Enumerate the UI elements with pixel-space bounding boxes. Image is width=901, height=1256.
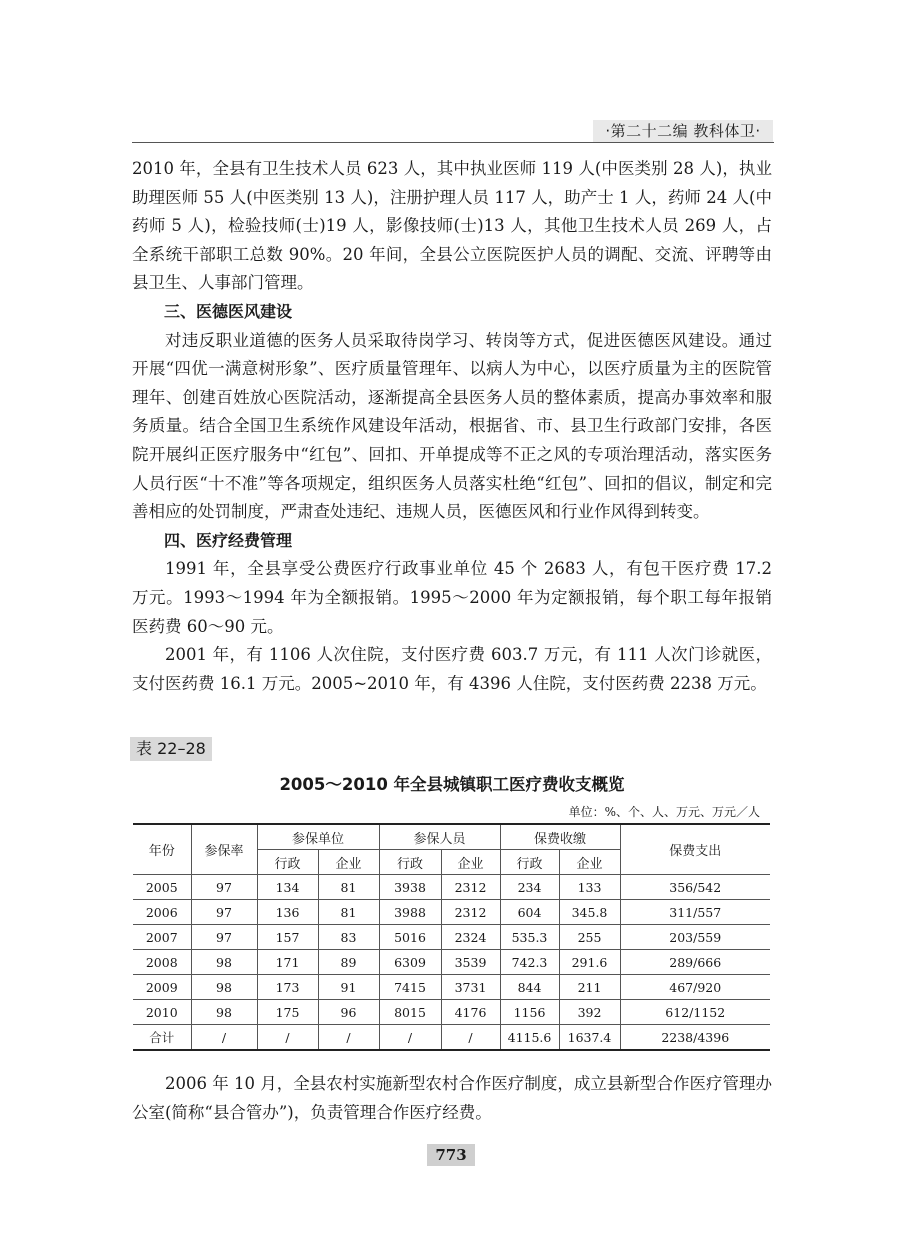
header-persons-admin: 行政 xyxy=(379,850,441,875)
header-income: 保费收缴 xyxy=(500,824,620,850)
paragraph-ethics: 对违反职业道德的医务人员采取待岗学习、转岗等方式，促进医德医风建设。通过开展“四优一满意树形象”、医疗质量管理年、以病人为中心，以医疗质量为主的医院管理年、创建百姓放心医院活动，逐渐提高全县医务人员的整体素质，提高办事效率和服务质量。结合全国卫生系统作风建设年活动，根据省、市、县卫生行政部门安排，各医院开展纠正医疗服务中“红包”、回扣、开单提成等不正之风的专项治理活动，落实医务人员行医“十不准”等各项规定，组织医务人员落实杜绝“红包”、回扣的倡议，制定和完善相应的处罚制度，严肃查处违纪、违规人员，医德医风和行业作风得到转变。 xyxy=(132,330,772,522)
table-row xyxy=(133,1000,770,1025)
table-cell: 2312 xyxy=(441,875,500,900)
table-cell: 392 xyxy=(559,1000,620,1025)
paragraph-staffing: 2010 年，全县有卫生技术人员 623 人，其中执业医师 119 人(中医类别 28 人)，执业助理医师 55 人(中医类别 13 人)，注册护理人员 117 人，助产士 1 人，药师 24 人(中药师 5 人)，检验技师(士)19 人，影像技师(士)13 人，其他卫生技术人员 269 人，占全系统干部职工总数 90%。20 年间，全县公立医院医护人员的调配、交流、评聘等由县卫生、人事部门管理。 xyxy=(132,159,772,293)
table-cell: 3539 xyxy=(441,950,500,975)
table-cell: 89 xyxy=(318,950,379,975)
table-cell: 8015 xyxy=(379,1000,441,1025)
header-year: 年份 xyxy=(133,824,191,875)
table-row xyxy=(133,925,770,950)
paragraph-funding-2001: 2001 年，有 1106 人次住院，支付医疗费 603.7 万元，有 111 人次门诊就医，支付医药费 16.1 万元。2005~2010 年，有 4396 人住院，支付医药费 2238 万元。 xyxy=(132,645,772,693)
header-income-enterprise: 企业 xyxy=(559,850,620,875)
table-cell: 3731 xyxy=(441,975,500,1000)
table-cell: 81 xyxy=(318,900,379,925)
table-row xyxy=(133,950,770,975)
header-persons-enterprise: 企业 xyxy=(441,850,500,875)
table-cell: 7415 xyxy=(379,975,441,1000)
table-cell: 157 xyxy=(257,925,318,950)
table-cell: 6309 xyxy=(379,950,441,975)
table-cell: 4115.6 xyxy=(500,1025,559,1051)
table-row xyxy=(133,1025,770,1051)
header-income-admin: 行政 xyxy=(500,850,559,875)
table-cell: 234 xyxy=(500,875,559,900)
table-cell: 742.3 xyxy=(500,950,559,975)
table-cell: / xyxy=(257,1025,318,1051)
header-expense: 保费支出 xyxy=(620,824,770,875)
table-cell: / xyxy=(441,1025,500,1051)
table-cell: 604 xyxy=(500,900,559,925)
table-cell: 175 xyxy=(257,1000,318,1025)
table-cell: 2006 xyxy=(133,900,191,925)
table-cell: 211 xyxy=(559,975,620,1000)
table-cell: 2005 xyxy=(133,875,191,900)
table-cell: 2009 xyxy=(133,975,191,1000)
table-cell: 5016 xyxy=(379,925,441,950)
header-rule xyxy=(132,142,774,143)
table-cell: / xyxy=(191,1025,257,1051)
table-cell: 97 xyxy=(191,900,257,925)
table-cell: 345.8 xyxy=(559,900,620,925)
section-heading-funding: 四、医疗经费管理 xyxy=(164,530,293,550)
table-cell: 1637.4 xyxy=(559,1025,620,1051)
table-cell: 289/666 xyxy=(620,950,770,975)
header-units: 参保单位 xyxy=(257,824,379,850)
table-cell: 98 xyxy=(191,1000,257,1025)
table-cell: 136 xyxy=(257,900,318,925)
table-row xyxy=(133,875,770,900)
table-cell: 134 xyxy=(257,875,318,900)
table-cell: 467/920 xyxy=(620,975,770,1000)
table-cell: 4176 xyxy=(441,1000,500,1025)
table-cell: 2238/4396 xyxy=(620,1025,770,1051)
table-cell: 2008 xyxy=(133,950,191,975)
table-cell: 3988 xyxy=(379,900,441,925)
paragraph-rural-coop: 2006 年 10 月，全县农村实施新型农村合作医疗制度，成立县新型合作医疗管理办公室(简称“县合管办”)，负责管理合作医疗经费。 xyxy=(132,1074,772,1122)
header-units-enterprise: 企业 xyxy=(318,850,379,875)
table-cell: 171 xyxy=(257,950,318,975)
table-cell: 2312 xyxy=(441,900,500,925)
table-cell: 356/542 xyxy=(620,875,770,900)
medical-fee-table xyxy=(133,823,770,1051)
table-cell: 535.3 xyxy=(500,925,559,950)
table-cell: 173 xyxy=(257,975,318,1000)
table-cell: 311/557 xyxy=(620,900,770,925)
table-cell: 98 xyxy=(191,950,257,975)
table-row xyxy=(133,900,770,925)
table-cell: / xyxy=(379,1025,441,1051)
table-cell: 844 xyxy=(500,975,559,1000)
table-cell: 291.6 xyxy=(559,950,620,975)
table-cell: 612/1152 xyxy=(620,1000,770,1025)
table-cell: 2324 xyxy=(441,925,500,950)
table-cell: 合计 xyxy=(133,1025,191,1051)
table-cell: 91 xyxy=(318,975,379,1000)
upper-body-text xyxy=(132,155,772,698)
section-header-label: ·第二十二编 教科体卫· xyxy=(593,120,773,142)
table-cell: 81 xyxy=(318,875,379,900)
table-cell: 255 xyxy=(559,925,620,950)
lower-body-text xyxy=(132,1070,772,1127)
page-number: 773 xyxy=(427,1144,475,1166)
table-cell: 97 xyxy=(191,925,257,950)
table-title: 2005～2010 年全县城镇职工医疗费收支概览 xyxy=(279,775,625,794)
header-units-admin: 行政 xyxy=(257,850,318,875)
table-cell: 96 xyxy=(318,1000,379,1025)
table-cell: 2010 xyxy=(133,1000,191,1025)
table-cell: 2007 xyxy=(133,925,191,950)
table-cell: / xyxy=(318,1025,379,1051)
table-cell: 98 xyxy=(191,975,257,1000)
table-tag: 表 22–28 xyxy=(130,737,212,761)
header-persons: 参保人员 xyxy=(379,824,500,850)
table-cell: 83 xyxy=(318,925,379,950)
section-heading-ethics: 三、医德医风建设 xyxy=(164,301,293,321)
header-rate: 参保率 xyxy=(191,824,257,875)
table-cell: 1156 xyxy=(500,1000,559,1025)
table-cell: 3938 xyxy=(379,875,441,900)
table-unit-note: 单位：%、个、人、万元、万元／人 xyxy=(568,805,760,819)
table-cell: 97 xyxy=(191,875,257,900)
table-cell: 203/559 xyxy=(620,925,770,950)
paragraph-funding-1991: 1991 年，全县享受公费医疗行政事业单位 45 个 2683 人，有包干医疗费 17.2 万元。1993～1994 年为全额报销。1995～2000 年为定额报销，每个职工每年报销医药费 60～90 元。 xyxy=(132,559,772,636)
table-cell: 133 xyxy=(559,875,620,900)
table-row xyxy=(133,975,770,1000)
